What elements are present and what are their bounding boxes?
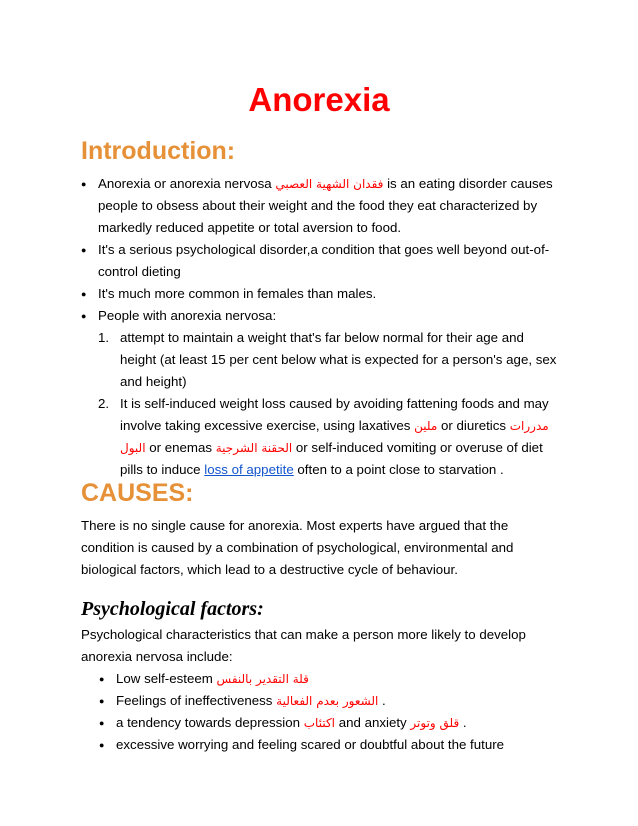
psychological-factors-list bbox=[99, 668, 561, 756]
item-text: or enemas bbox=[145, 440, 216, 455]
arabic-term: قلة التقدير بالنفس bbox=[216, 672, 309, 686]
arabic-term: اكتئاب bbox=[303, 716, 335, 730]
item-text: People with anorexia nervosa: bbox=[98, 308, 277, 323]
numbered-list bbox=[98, 327, 561, 481]
list-item bbox=[99, 690, 561, 712]
document-title: Anorexia bbox=[248, 81, 390, 118]
loss-of-appetite-link[interactable]: loss of appetite bbox=[204, 462, 294, 477]
item-text: . bbox=[459, 715, 467, 730]
arabic-term: قلق وتوتر bbox=[410, 716, 460, 730]
item-text: . bbox=[378, 693, 386, 708]
arabic-term: فقدان الشهية العصبي bbox=[275, 177, 384, 191]
arabic-term: الشعور بعدم الفعالية bbox=[276, 694, 379, 708]
psychological-factors-heading: Psychological factors: bbox=[81, 598, 264, 620]
item-number: 1. bbox=[98, 330, 110, 345]
item-text: is an eating disorder causes people to obsess about their weight and the food they eat characterized by markedly reduced appetite or total aversion to food. bbox=[98, 176, 553, 235]
item-text: Feelings of ineffectiveness bbox=[116, 693, 277, 708]
causes-paragraph: There is no single cause for anorexia. Most experts have argued that the condition is caused by a combination of psychological, environmental and biological factors, which lead to a destructive cycle of behaviour. bbox=[81, 518, 514, 577]
item-text: or self-induced vomiting or overuse of diet pills to induce bbox=[120, 440, 543, 477]
list-item bbox=[81, 173, 561, 239]
list-item bbox=[99, 734, 561, 756]
item-text: Anorexia or anorexia nervosa bbox=[98, 176, 276, 191]
list-item bbox=[81, 239, 561, 283]
list-item bbox=[99, 668, 561, 690]
psychological-intro-paragraph: Psychological characteristics that can make a person more likely to develop anorexia nervosa include: bbox=[81, 627, 526, 664]
item-text: Low self-esteem bbox=[116, 671, 217, 686]
item-text: excessive worrying and feeling scared or doubtful about the future bbox=[116, 737, 505, 752]
list-item bbox=[81, 305, 561, 481]
item-text: attempt to maintain a weight that's far below normal for their age and height (at least 15 per cent below what is expected for a person's age, sex and height) bbox=[120, 330, 557, 389]
list-item bbox=[99, 712, 561, 734]
item-text: It is self-induced weight loss caused by avoiding fattening foods and may involve taking excessive exercise, using laxatives bbox=[120, 396, 549, 433]
arabic-term: الحقنة الشرجية bbox=[215, 441, 293, 455]
numbered-item bbox=[98, 327, 561, 393]
causes-heading: CAUSES: bbox=[81, 479, 194, 507]
arabic-term: ملين bbox=[414, 419, 438, 433]
item-number: 2. bbox=[98, 396, 110, 411]
item-text: It's much more common in females than males. bbox=[98, 286, 377, 301]
item-text: a tendency towards depression bbox=[116, 715, 304, 730]
list-item bbox=[81, 283, 561, 305]
item-text: and anxiety bbox=[335, 715, 411, 730]
arabic-term: مدررات البول bbox=[120, 419, 549, 455]
item-text: or diuretics bbox=[437, 418, 510, 433]
numbered-item bbox=[98, 393, 561, 481]
introduction-heading: Introduction: bbox=[81, 137, 236, 165]
item-text: It's a serious psychological disorder,a condition that goes well beyond out-of-control dieting bbox=[98, 242, 550, 279]
item-text: often to a point close to starvation . bbox=[293, 462, 504, 477]
introduction-list bbox=[81, 173, 561, 481]
